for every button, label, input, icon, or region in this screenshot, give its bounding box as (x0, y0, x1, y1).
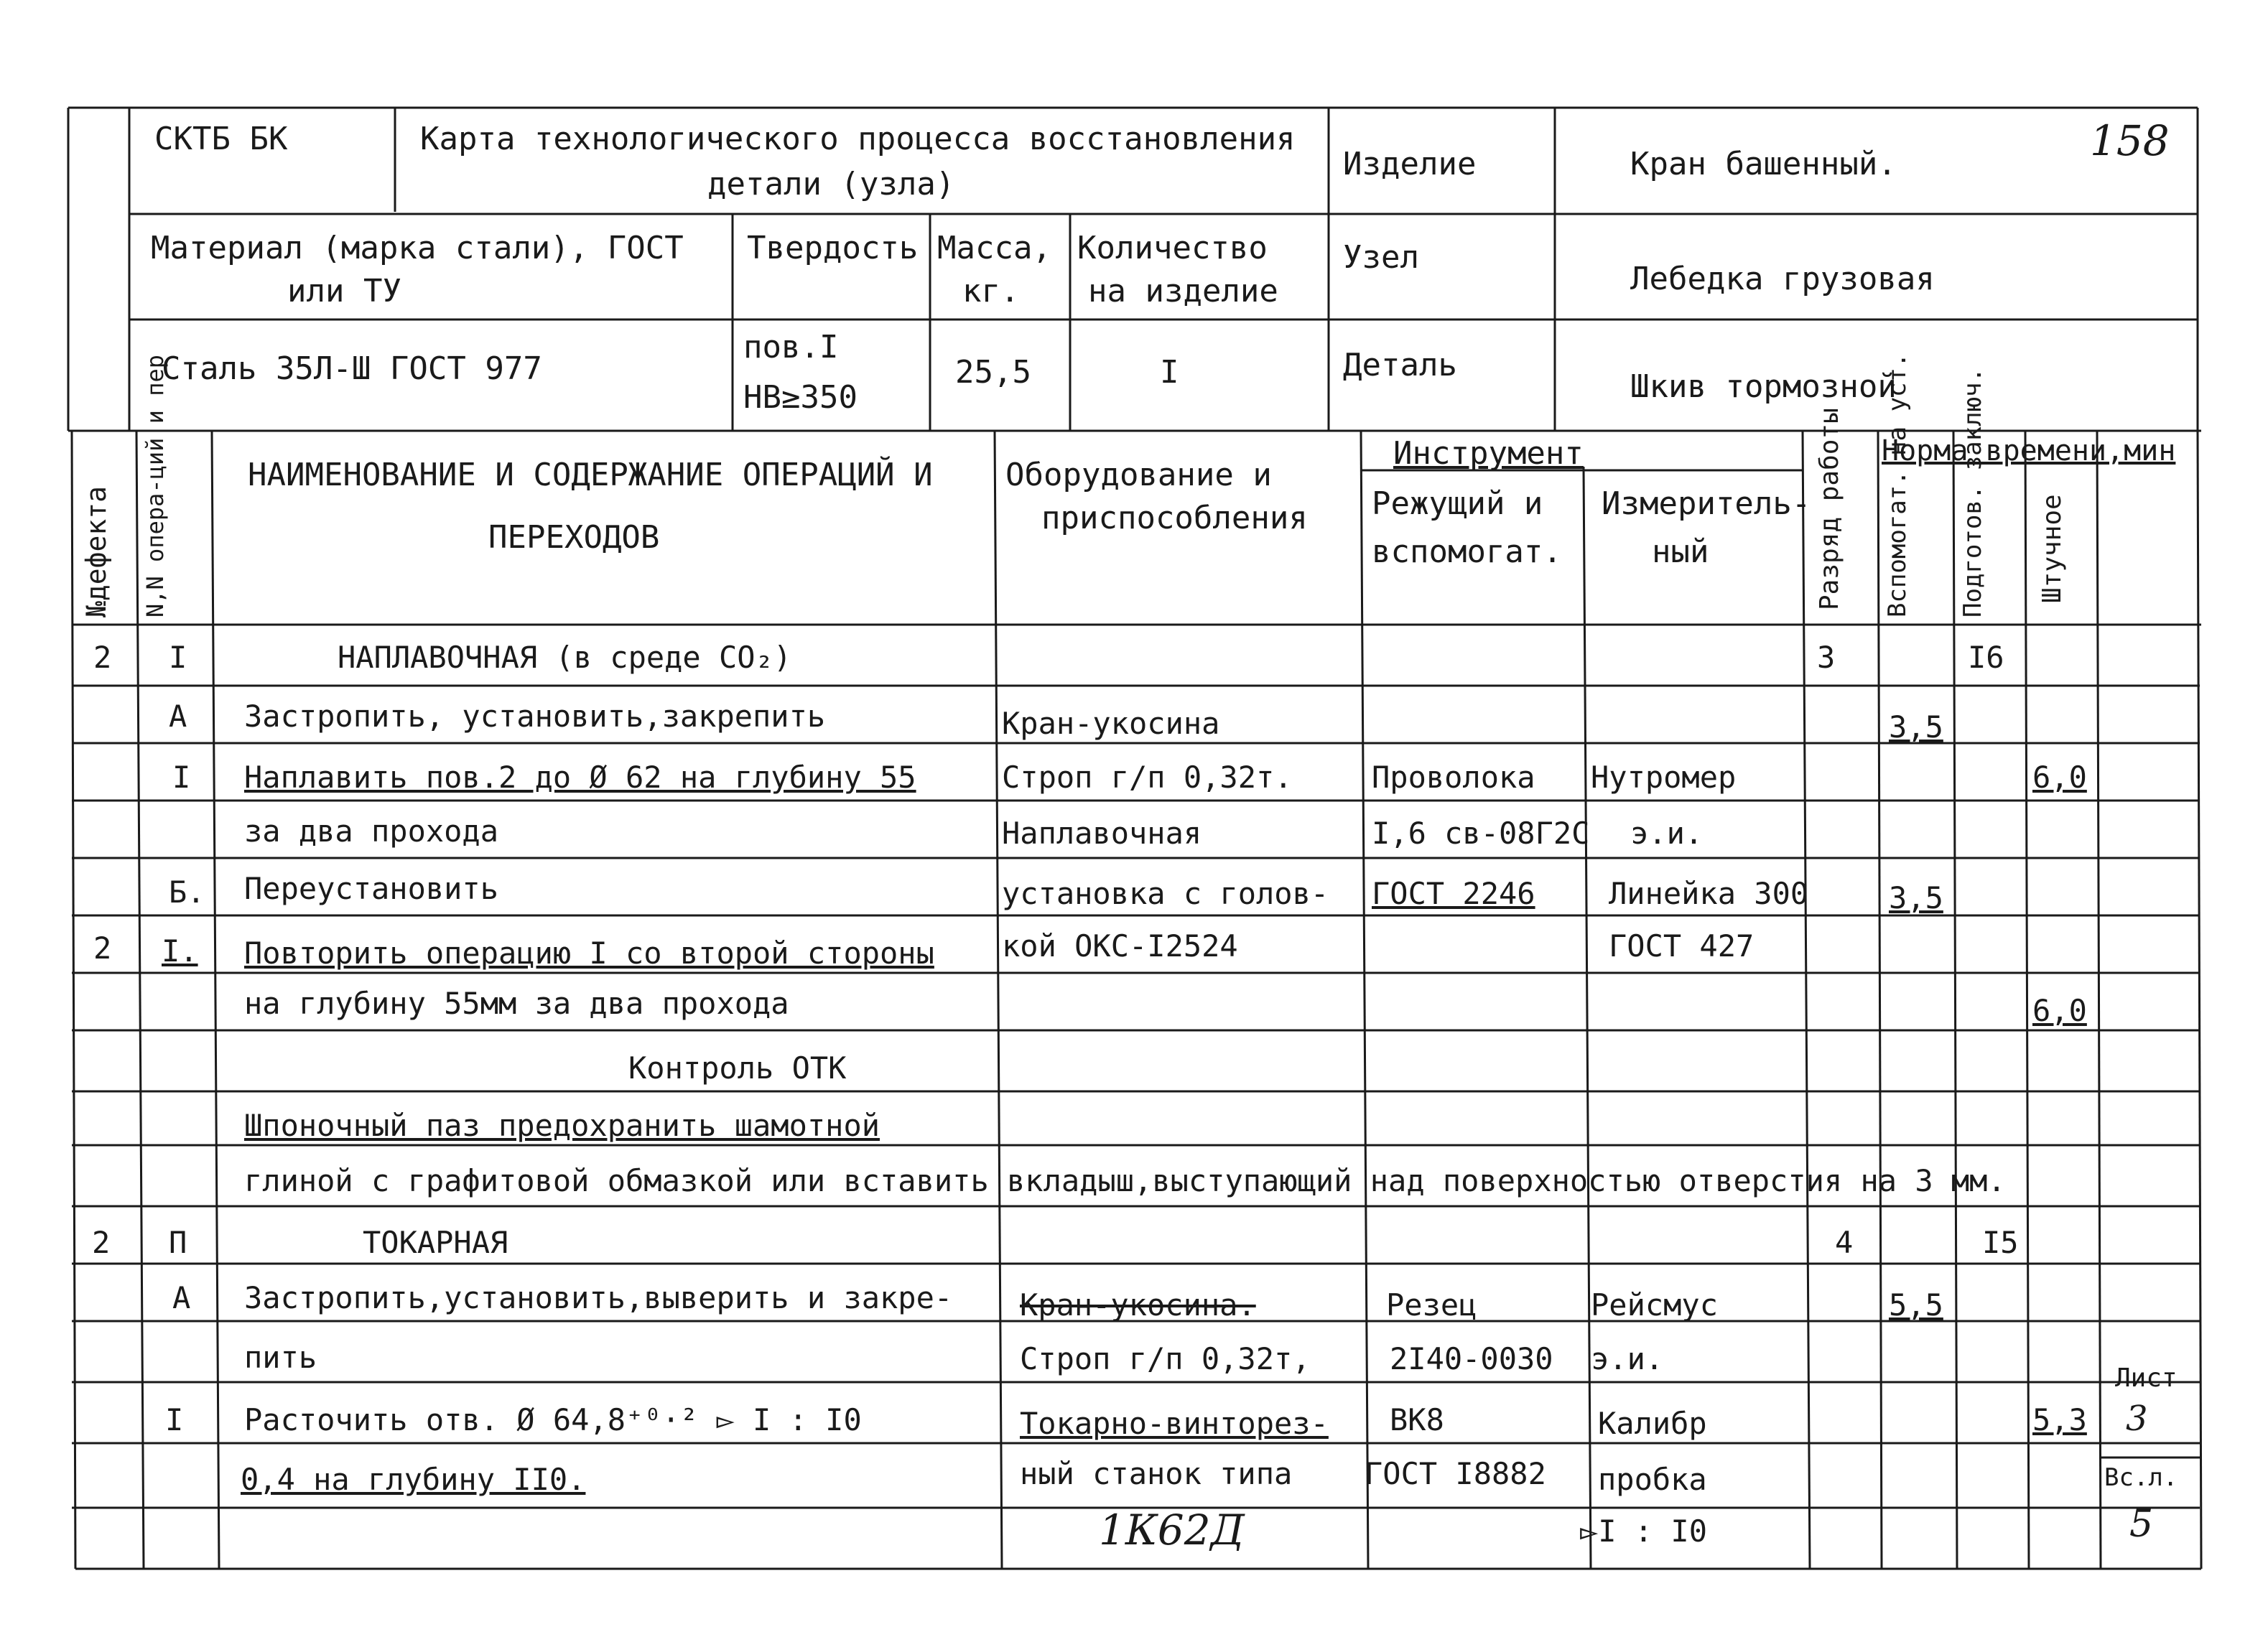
row-defect: 2 (92, 1225, 111, 1260)
col-equipment-line1: Оборудование и (1005, 457, 1272, 493)
card-title-line2: детали (узла) (707, 166, 955, 202)
row-text: Шпоночный паз предохранить шамотной (244, 1108, 880, 1143)
row-aux: 3,5 (1889, 880, 1943, 915)
row-op: А (172, 1280, 191, 1315)
qty-label-line1: Количество (1077, 230, 1268, 266)
part-label: Деталь (1343, 347, 1457, 383)
row-cut: 2I40-0030 (1390, 1341, 1553, 1376)
col-operation-line2: ПЕРЕХОДОВ (488, 519, 660, 556)
col-measuring-line2: ный (1652, 533, 1709, 570)
sheet-number: 158 (2090, 116, 2170, 165)
col-cutting-line2: вспомогат. (1372, 533, 1562, 570)
row-equip: 1К62Д (1099, 1506, 1245, 1554)
row-equip: Наплавочная (1002, 816, 1202, 851)
qty-value: I (1160, 354, 1179, 391)
total-sheets-label: Вс.л. (2104, 1463, 2178, 1492)
col-op-no: N,N опера-ций и пер (141, 354, 169, 617)
row-text: Повторить операцию I со второй стороны (244, 936, 934, 971)
row-meas: э.и. (1630, 816, 1704, 851)
col-aux: Вспомогат. на уст. (1883, 353, 1912, 617)
row-op: П (169, 1225, 187, 1260)
mass-label-line2: кг. (962, 273, 1020, 309)
total-sheets-value: 5 (2129, 1503, 2154, 1546)
row-grade: 3 (1817, 640, 1836, 675)
row-equip: Кран-укосина. (1020, 1287, 1256, 1323)
row-text: пить (244, 1340, 317, 1375)
row-equip: установка с голов- (1002, 876, 1329, 911)
col-piece: Штучное (2037, 494, 2067, 603)
row-meas: ▻I : I0 (1580, 1514, 1708, 1549)
row-meas: пробка (1598, 1462, 1707, 1497)
product-value: Кран башенный. (1630, 146, 1897, 182)
row-aux: 5,5 (1889, 1287, 1943, 1323)
row-meas: Рейсмус (1591, 1287, 1719, 1323)
row-cut: Проволока (1372, 760, 1535, 795)
row-text: Контроль ОТК (628, 1050, 847, 1086)
row-cut: ГОСТ I8882 (1365, 1456, 1546, 1491)
unit-value: Лебедка грузовая (1630, 261, 1935, 297)
row-piece: 6,0 (2032, 760, 2087, 795)
row-op: I (172, 760, 191, 795)
col-equipment-line2: приспособления (1041, 500, 1308, 536)
row-prep: I6 (1968, 640, 2004, 675)
row-text: Переустановить (244, 871, 499, 906)
row-aux: 3,5 (1889, 709, 1943, 745)
material-label-line1: Материал (марка стали), ГОСТ (151, 230, 684, 266)
row-meas: Линейка 300 (1609, 876, 1809, 911)
col-measuring-line1: Измеритель- (1602, 485, 1811, 522)
row-op: I (165, 1402, 184, 1437)
row-text: на глубину 55мм за два прохода (244, 986, 789, 1021)
row-meas: э.и. (1591, 1341, 1664, 1376)
row-text: Застропить, установить,закрепить (244, 699, 826, 734)
product-label: Изделие (1343, 146, 1477, 182)
row-equip: кой ОКС-I2524 (1002, 928, 1238, 964)
material-value: Сталь 35Л-Ш ГОСТ 977 (162, 350, 542, 387)
row-op: I (169, 640, 187, 675)
qty-label-line2: на изделие (1088, 273, 1278, 309)
row-op: I. (162, 933, 198, 969)
mass-label-line1: Масса, (937, 230, 1051, 266)
col-operation: НАИМЕНОВАНИЕ И СОДЕРЖАНИЕ ОПЕРАЦИЙ И (248, 457, 933, 493)
row-cut: I,6 св-08Г2С (1372, 816, 1590, 851)
sheet-value: 3 (2126, 1399, 2148, 1439)
row-text: НАПЛАВОЧНАЯ (в среде CO₂) (338, 640, 792, 675)
hardness-value-line2: НВ≥350 (743, 379, 858, 416)
row-op: Б. (169, 875, 205, 910)
row-text: 0,4 на глубину II0. (241, 1462, 586, 1497)
row-equip: Токарно-винторез- (1020, 1406, 1329, 1441)
row-text: Застропить,установить,выверить и закре- (244, 1280, 953, 1315)
row-meas: Калибр (1598, 1406, 1707, 1441)
col-grade: Разряд работы (1815, 408, 1844, 610)
row-grade: 4 (1835, 1225, 1854, 1260)
row-equip: Кран-укосина (1002, 706, 1220, 741)
sheet-label: Лист (2115, 1363, 2178, 1393)
unit-label: Узел (1343, 239, 1419, 276)
col-prep: Подготов. заключ. (1958, 368, 1987, 617)
col-cutting-line1: Режущий и (1372, 485, 1543, 522)
row-defect: 2 (93, 931, 112, 966)
row-meas: Нутромер (1591, 760, 1737, 795)
card-title-line1: Карта технологического процесса восстановления (420, 121, 1296, 157)
row-equip: Строп г/п 0,32т, (1020, 1341, 1311, 1376)
row-text: ТОКАРНАЯ (363, 1225, 508, 1260)
hardness-value-line1: пов.I (743, 329, 839, 365)
hardness-label: Твердость (747, 230, 919, 266)
row-text: Расточить отв. Ø 64,8⁺⁰·² ▻ I : I0 (244, 1402, 862, 1437)
row-cut: ГОСТ 2246 (1372, 876, 1535, 911)
row-equip: ный станок типа (1020, 1456, 1293, 1491)
material-label-line2: или ТУ (287, 273, 401, 309)
mass-value: 25,5 (955, 354, 1031, 391)
col-time-norm: Норма времени,мин (1882, 434, 2176, 467)
row-prep: I5 (1982, 1225, 2019, 1260)
row-defect: 2 (93, 640, 112, 675)
row-text: Наплавить пов.2 до Ø 62 на глубину 55 (244, 760, 916, 795)
row-cut: Резец (1386, 1287, 1477, 1323)
row-cut: ВК8 (1390, 1402, 1444, 1437)
org-name: СКТБ БК (154, 121, 288, 157)
row-text: за два прохода (244, 813, 499, 849)
col-defect: №дефекта (80, 485, 112, 617)
row-text: глиной с графитовой обмазкой или вставить вкладыш,выступающий над поверхностью отверстия на 3 мм. (244, 1163, 2006, 1198)
row-piece: 6,0 (2032, 993, 2087, 1028)
row-op: А (169, 699, 187, 734)
row-piece: 5,3 (2032, 1402, 2087, 1437)
row-meas: ГОСТ 427 (1609, 928, 1755, 964)
col-tool: Инструмент (1393, 435, 1584, 472)
row-equip: Строп г/п 0,32т. (1002, 760, 1293, 795)
part-value: Шкив тормозной (1630, 368, 1897, 405)
